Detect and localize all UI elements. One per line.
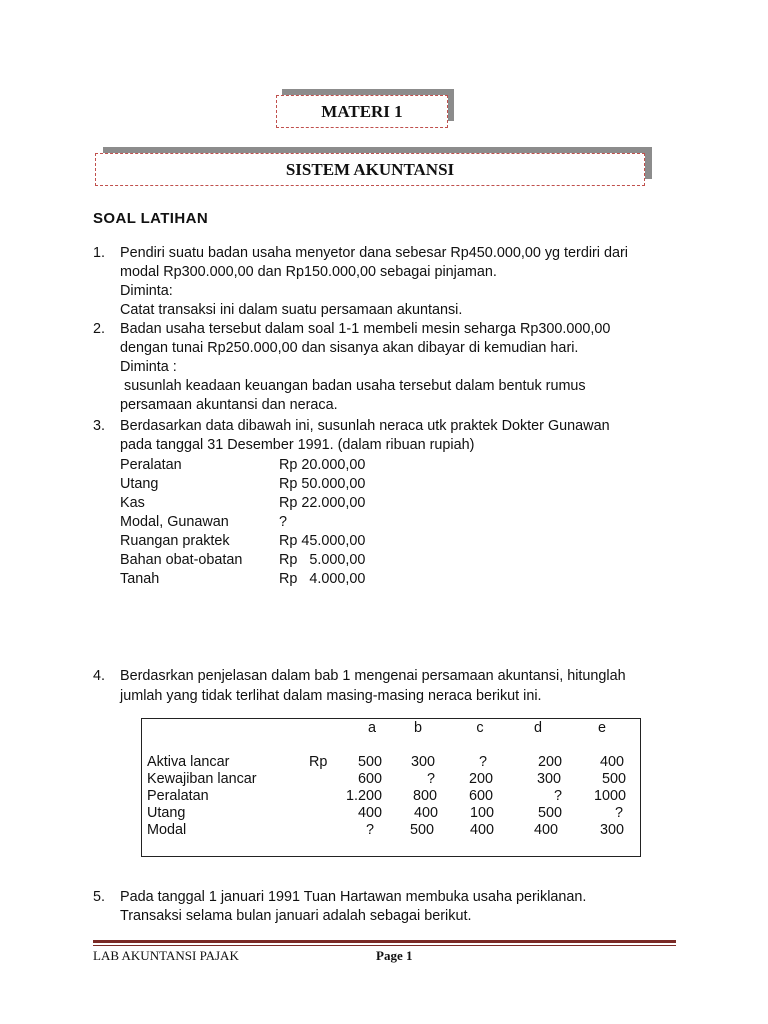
table-cell: 300	[536, 771, 561, 787]
table-cell: 300	[410, 754, 435, 770]
q3-item-value: Rp 5.000,00	[279, 552, 366, 568]
q3-item-value: Rp 4.000,00	[279, 571, 366, 587]
q3-item-label: Peralatan	[120, 457, 182, 473]
table-cell: 800	[412, 788, 437, 804]
q3-item-value: Rp 45.000,00	[279, 533, 366, 549]
q3-line: Berdasarkan data dibawah ini, susunlah neraca utk praktek Dokter Gunawan	[120, 418, 610, 434]
table-cell: 600	[468, 788, 493, 804]
table-cell: 300	[599, 822, 624, 838]
q2-line: susunlah keadaan keuangan badan usaha tersebut dalam bentuk rumus	[120, 378, 586, 394]
table-cell: 400	[533, 822, 558, 838]
balance-table	[141, 718, 641, 857]
table-cell: ?	[478, 754, 487, 770]
table-cell: 200	[537, 754, 562, 770]
q1-line: Diminta:	[120, 283, 173, 299]
footer-rule-thick	[93, 940, 676, 943]
q2-line: Badan usaha tersebut dalam soal 1-1 membeli mesin seharga Rp300.000,00	[120, 321, 611, 337]
q2-line: persamaan akuntansi dan neraca.	[120, 397, 338, 413]
table-cell: 500	[357, 754, 382, 770]
q2-number: 2.	[93, 321, 106, 337]
q3-item-value: ?	[279, 514, 288, 530]
title-sistem-akuntansi: SISTEM AKUNTANSI	[95, 153, 645, 186]
column-header: e	[597, 720, 606, 736]
row-label: Kewajiban lancar	[147, 771, 257, 787]
table-cell: 1000	[593, 788, 626, 804]
table-cell: ?	[365, 822, 374, 838]
row-label: Modal	[147, 822, 187, 838]
q3-item-value: Rp 20.000,00	[279, 457, 366, 473]
q3-item-label: Modal, Gunawan	[120, 514, 229, 530]
column-header: d	[533, 720, 542, 736]
q1-line: Pendiri suatu badan usaha menyetor dana sebesar Rp450.000,00 yg terdiri dari	[120, 245, 629, 261]
table-cell: 400	[599, 754, 624, 770]
table-cell: 100	[469, 805, 494, 821]
footer-left-text: LAB AKUNTANSI PAJAK	[93, 948, 239, 963]
q2-line: Diminta :	[120, 359, 177, 375]
q4-line: Berdasrkan penjelasan dalam bab 1 mengenai persamaan akuntansi, hitunglah	[120, 668, 626, 684]
table-cell: ?	[426, 771, 435, 787]
row-label: Aktiva lancar	[147, 754, 230, 770]
page-number: Page 1	[376, 948, 413, 963]
q3-item-value: Rp 50.000,00	[279, 476, 366, 492]
q3-line: pada tanggal 31 Desember 1991. (dalam ribuan rupiah)	[120, 437, 475, 453]
q3-number: 3.	[93, 418, 106, 434]
q5-line: Pada tanggal 1 januari 1991 Tuan Hartawan membuka usaha periklanan.	[120, 889, 587, 905]
section-heading: SOAL LATIHAN	[93, 210, 209, 227]
q5-line: Transaksi selama bulan januari adalah sebagai berikut.	[120, 908, 472, 924]
footer-rule-thin	[93, 945, 676, 946]
q3-item-label: Kas	[120, 495, 145, 511]
q3-item-label: Utang	[120, 476, 159, 492]
q3-item-label: Tanah	[120, 571, 160, 587]
table-cell: ?	[614, 805, 623, 821]
q4-number: 4.	[93, 668, 106, 684]
q3-item-label: Bahan obat-obatan	[120, 552, 243, 568]
table-cell: 500	[601, 771, 626, 787]
q2-line: dengan tunai Rp250.000,00 dan sisanya akan dibayar di kemudian hari.	[120, 340, 579, 356]
q1-line: modal Rp300.000,00 dan Rp150.000,00 sebagai pinjaman.	[120, 264, 497, 280]
q5-number: 5.	[93, 889, 106, 905]
q3-item-value: Rp 22.000,00	[279, 495, 366, 511]
table-cell: 400	[413, 805, 438, 821]
table-cell: ?	[553, 788, 562, 804]
q3-item-label: Ruangan praktek	[120, 533, 230, 549]
table-cell: 1.200	[345, 788, 382, 804]
table-cell: 200	[468, 771, 493, 787]
currency-label: Rp	[309, 754, 328, 770]
q1-number: 1.	[93, 245, 106, 261]
row-label: Utang	[147, 805, 186, 821]
table-cell: 600	[357, 771, 382, 787]
table-cell: 400	[469, 822, 494, 838]
table-cell: 400	[357, 805, 382, 821]
column-header: a	[367, 720, 376, 736]
column-header: b	[413, 720, 422, 736]
table-cell: 500	[537, 805, 562, 821]
title-materi: MATERI 1	[276, 95, 448, 128]
row-label: Peralatan	[147, 788, 209, 804]
q4-line: jumlah yang tidak terlihat dalam masing-masing neraca berikut ini.	[120, 688, 542, 704]
q1-line: Catat transaksi ini dalam suatu persamaan akuntansi.	[120, 302, 463, 318]
table-cell: 500	[409, 822, 434, 838]
column-header: c	[476, 720, 484, 736]
